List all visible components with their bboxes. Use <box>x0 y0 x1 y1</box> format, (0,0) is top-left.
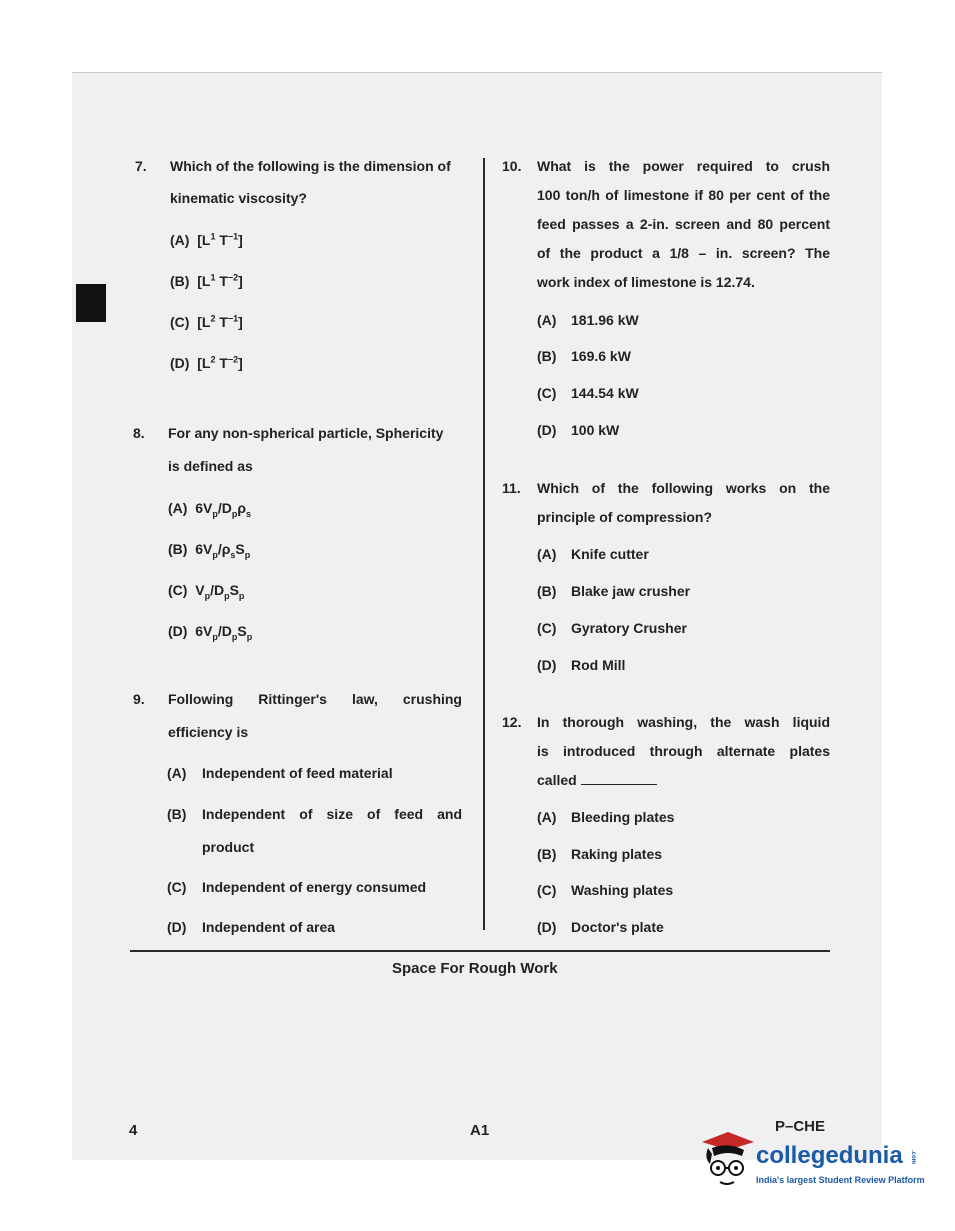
q10-text-line1: What is the power required to crush <box>537 158 830 174</box>
q10-option-c-text: 144.54 kW <box>571 385 639 401</box>
q7-option-b: (B) [$L^1$ $T^{-2}$] <box>170 272 243 289</box>
q9-text-line2: efficiency is <box>168 724 249 740</box>
q10-option-b-text: 169.6 kW <box>571 348 631 364</box>
q7-text-line2: kinematic viscosity? <box>170 190 307 206</box>
q8-option-c: (C) $V_p/D_pS_p$ <box>168 582 245 601</box>
answer-blank <box>581 784 657 785</box>
collegedunia-logo <box>698 1128 928 1198</box>
registration-mark <box>76 284 106 322</box>
q8-option-d: (D) $6V_p/D_pS_p$ <box>168 623 253 642</box>
option-label: (C) <box>170 314 190 330</box>
q10-option-a-label: (A) <box>537 312 557 328</box>
q7-text-line1: Which of the following is the dimension of <box>170 158 451 174</box>
q7-option-a: (A) [$L^1$ $T^{-1}$] <box>170 231 243 248</box>
q12-option-b-text: Raking plates <box>571 846 663 862</box>
q12-option-a-text: Bleeding plates <box>571 809 675 825</box>
option-label: (D) <box>168 623 188 639</box>
q11-option-c-text: Gyratory Crusher <box>571 620 687 636</box>
q12-text-line3 <box>537 771 657 789</box>
q11-option-a-label: (A) <box>537 546 557 562</box>
q10-text-line5: work index of limestone is 12.74. <box>537 274 755 290</box>
q12-text-line2: is introduced through alternate plates <box>537 743 830 759</box>
q11-option-c-label: (C) <box>537 620 557 636</box>
q11-option-b-label: (B) <box>537 583 557 599</box>
q10-option-b-label: (B) <box>537 348 557 364</box>
q9-option-c-label: (C) <box>167 879 187 895</box>
q8-option-a: (A) $6V_p/D_p\rho_s$ <box>168 500 252 519</box>
q11-text-line2: principle of compression? <box>537 509 713 525</box>
q12-option-d-label: (D) <box>537 919 557 935</box>
q10-number: 10. <box>502 158 522 174</box>
q9-option-b-text: Independent of size of feed and <box>202 806 462 822</box>
page-edge <box>72 72 882 73</box>
paper-code: P–CHE <box>775 1118 826 1135</box>
column-divider <box>483 158 485 930</box>
q9-option-b-cont: product <box>202 839 255 855</box>
q12-called: called <box>537 772 577 788</box>
q8-text-line1: For any non-spherical particle, Sphericity <box>168 425 444 441</box>
q8-text-line2: is defined as <box>168 458 253 474</box>
student-mascot-icon <box>698 1128 756 1198</box>
option-label: (A) <box>168 500 188 516</box>
q12-option-a-label: (A) <box>537 809 557 825</box>
q9-option-c-text: Independent of energy consumed <box>202 879 427 895</box>
q11-number: 11. <box>502 480 521 496</box>
q7-option-d: (D) [$L^2$ $T^{-2}$] <box>170 354 243 371</box>
q9-option-d-text: Independent of area <box>202 919 336 935</box>
logo-tagline: India's largest Student Review Platform <box>756 1175 925 1185</box>
q11-text-line1: Which of the following works on the <box>537 480 830 496</box>
option-label: (D) <box>170 355 190 371</box>
q9-option-a-label: (A) <box>167 765 187 781</box>
q11-option-d-label: (D) <box>537 657 557 673</box>
q11-option-d-text: Rod Mill <box>571 657 626 673</box>
q9-option-a-text: Independent of feed material <box>202 765 393 781</box>
q12-text-line1: In thorough washing, the wash liquid <box>537 714 830 730</box>
q9-option-d-label: (D) <box>167 919 187 935</box>
page-number: 4 <box>129 1122 138 1139</box>
q9-option-b-label: (B) <box>167 806 187 822</box>
q12-number: 12. <box>502 714 522 730</box>
q7-number: 7. <box>135 158 147 174</box>
q7-option-c: (C) [$L^2$ $T^{-1}$] <box>170 313 243 330</box>
booklet-code: A1 <box>470 1122 490 1139</box>
q10-option-d-text: 100 kW <box>571 422 620 438</box>
q9-text-line1: Following Rittinger's law, crushing <box>168 691 462 707</box>
q12-option-b-label: (B) <box>537 846 557 862</box>
q11-option-b-text: Blake jaw crusher <box>571 583 691 599</box>
q12-option-c-label: (C) <box>537 882 557 898</box>
option-label: (B) <box>170 273 190 289</box>
q8-option-b: (B) $6V_p/\rho_sS_p$ <box>168 541 251 560</box>
option-label: (B) <box>168 541 188 557</box>
rough-work-label: Space For Rough Work <box>392 960 558 977</box>
q10-text-line2: 100 ton/h of limestone if 80 per cent of the <box>537 187 830 203</box>
q10-text-line3: feed passes a 2-in. screen and 80 percent <box>537 216 830 232</box>
option-label: (A) <box>170 232 190 248</box>
option-label: (C) <box>168 582 188 598</box>
q10-option-d-label: (D) <box>537 422 557 438</box>
q9-number: 9. <box>133 691 145 707</box>
q10-option-c-label: (C) <box>537 385 557 401</box>
logo-suffix: .com <box>910 1150 916 1165</box>
q10-option-a-text: 181.96 kW <box>571 312 639 328</box>
q12-option-d-text: Doctor's plate <box>571 919 664 935</box>
logo-name: collegedunia <box>756 1142 903 1169</box>
rough-work-rule <box>130 950 830 952</box>
q12-option-c-text: Washing plates <box>571 882 674 898</box>
q11-option-a-text: Knife cutter <box>571 546 649 562</box>
q10-text-line4: of the product a 1/8 – in. screen? The <box>537 245 830 261</box>
q8-number: 8. <box>133 425 145 441</box>
